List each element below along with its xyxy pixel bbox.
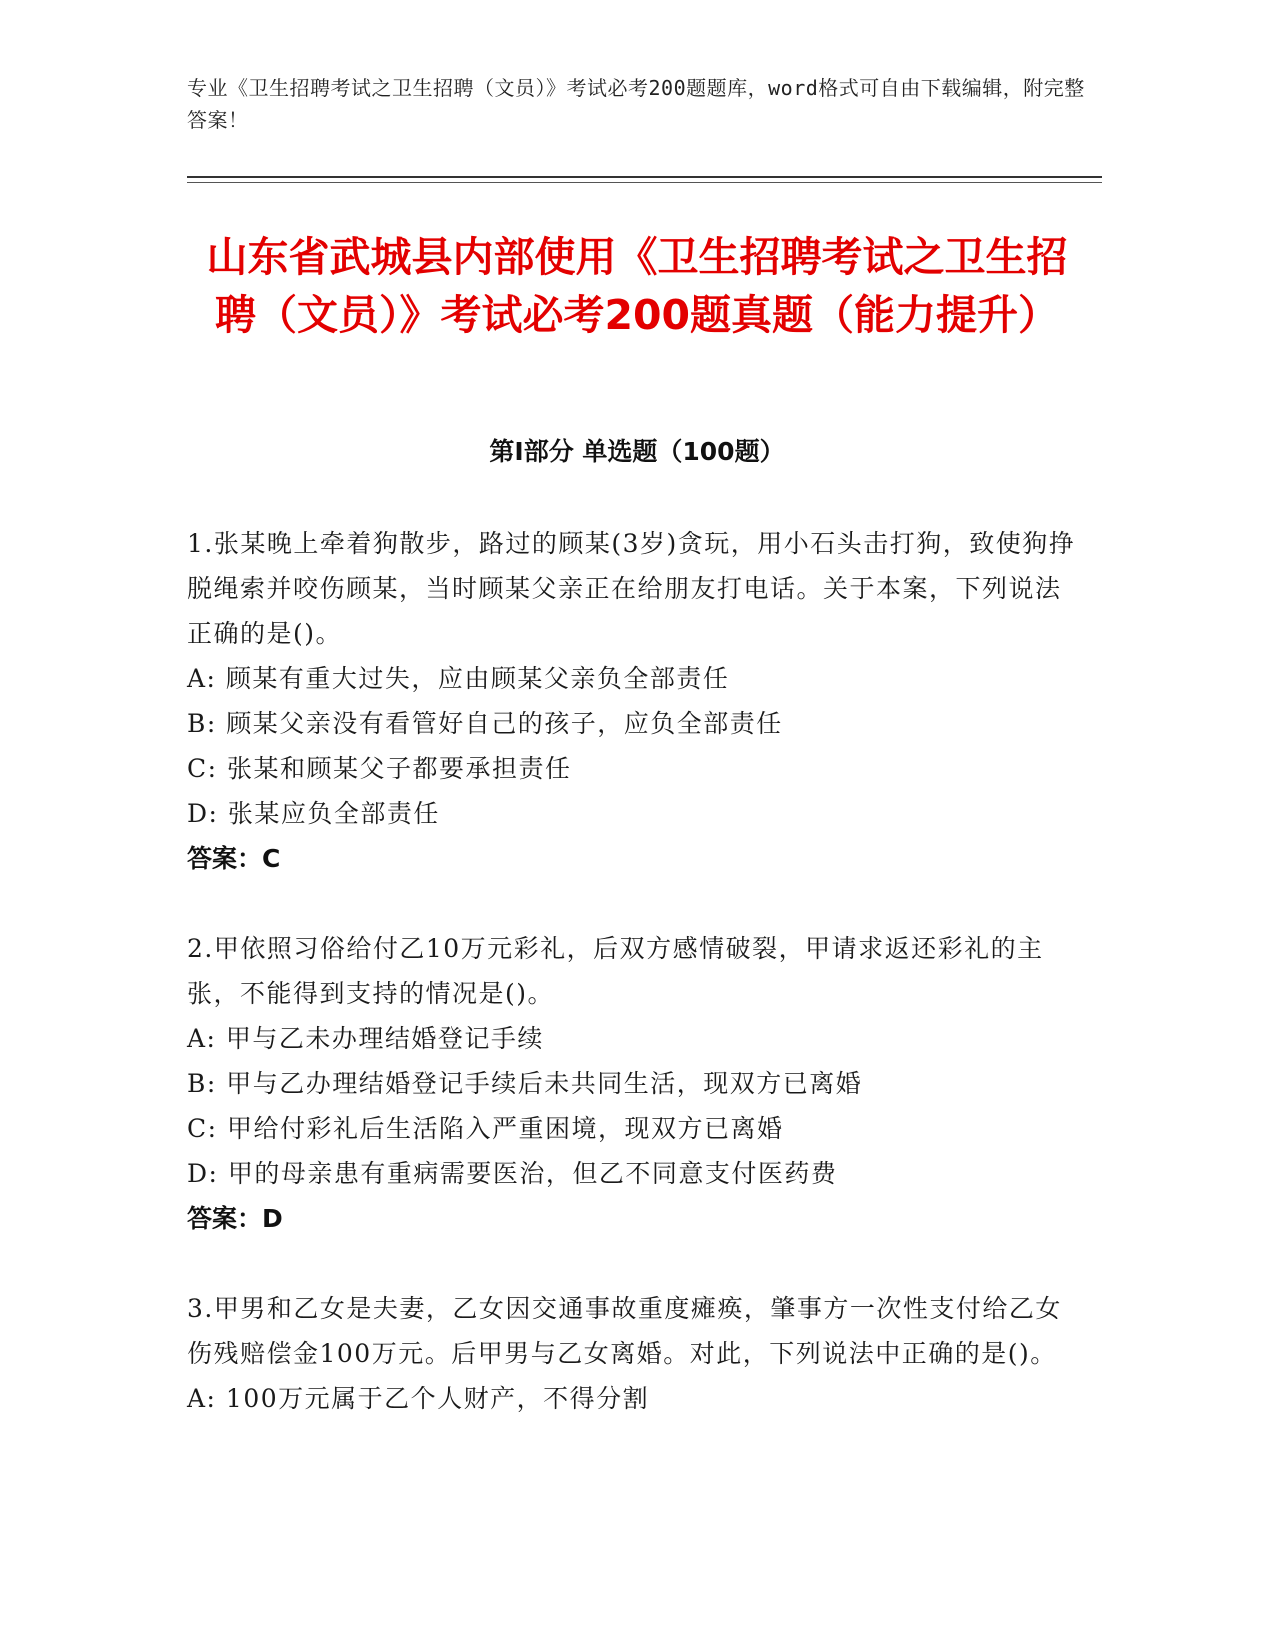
header-note: 专业《卫生招聘考试之卫生招聘（文员）》考试必考200题题库，word格式可自由下载编辑，附完整答案！ <box>187 76 1085 132</box>
document-title: 山东省武城县内部使用《卫生招聘考试之卫生招聘（文员）》考试必考200题真题（能力提升） <box>206 233 1068 339</box>
option-b: B: 甲与乙办理结婚登记手续后未共同生活，现双方已离婚 <box>187 1069 863 1098</box>
question-stem: 3.甲男和乙女是夫妻，乙女因交通事故重度瘫痪，肇事方一次性支付给乙女伤残赔偿金100万元。后甲男与乙女离婚。对此，下列说法中正确的是()。 <box>187 1294 1062 1368</box>
question-1 <box>187 521 1077 881</box>
option-a: A: 100万元属于乙个人财产，不得分割 <box>187 1384 650 1413</box>
question-3 <box>187 1286 1077 1421</box>
option-d: D: 甲的母亲患有重病需要医治，但乙不同意支付医药费 <box>187 1159 838 1188</box>
header-rule-thick <box>187 176 1102 178</box>
section-title: 第I部分 单选题（100题） <box>489 437 785 466</box>
option-a: A: 甲与乙未办理结婚登记手续 <box>187 1024 544 1053</box>
option-c: C: 甲给付彩礼后生活陷入严重困境，现双方已离婚 <box>187 1114 784 1143</box>
answer: 答案：C <box>187 844 281 873</box>
option-a: A: 顾某有重大过失，应由顾某父亲负全部责任 <box>187 664 730 693</box>
question-stem: 2.甲依照习俗给付乙10万元彩礼，后双方感情破裂，甲请求返还彩礼的主张，不能得到支持的情况是()。 <box>187 934 1044 1008</box>
question-stem: 1.张某晚上牵着狗散步，路过的顾某(3岁)贪玩，用小石头击打狗，致使狗挣脱绳索并咬伤顾某，当时顾某父亲正在给朋友打电话。关于本案，下列说法正确的是()。 <box>187 529 1076 648</box>
question-spacer <box>187 1241 1077 1286</box>
option-c: C: 张某和顾某父子都要承担责任 <box>187 754 572 783</box>
question-spacer <box>187 881 1077 926</box>
header-rule-thin <box>187 182 1102 183</box>
question-2 <box>187 926 1077 1241</box>
question-list <box>187 521 1077 1421</box>
answer: 答案：D <box>187 1204 283 1233</box>
option-d: D: 张某应负全部责任 <box>187 799 440 828</box>
option-b: B: 顾某父亲没有看管好自己的孩子，应负全部责任 <box>187 709 783 738</box>
